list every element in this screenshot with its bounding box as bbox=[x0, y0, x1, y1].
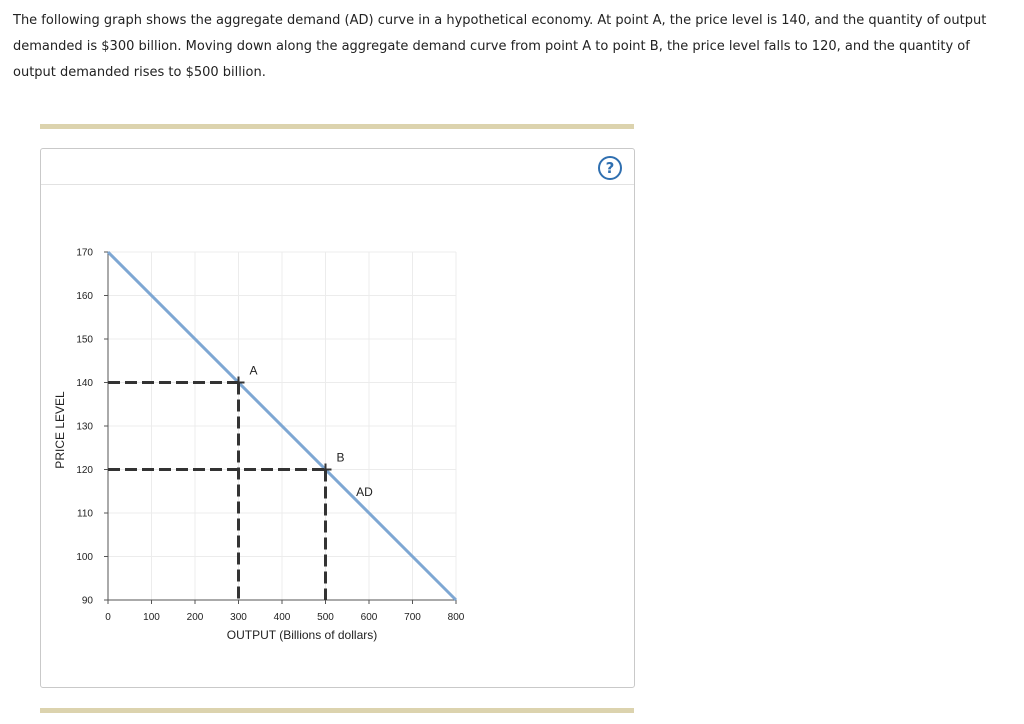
point-a-label: A bbox=[249, 363, 258, 378]
x-tick-label-700: 700 bbox=[404, 612, 421, 623]
y-tick-label-170: 170 bbox=[76, 247, 93, 259]
x-tick-label-600: 600 bbox=[360, 612, 378, 623]
y-tick-label-130: 130 bbox=[76, 421, 93, 433]
x-tick-label-400: 400 bbox=[273, 612, 291, 623]
y-axis-title: PRICE LEVEL bbox=[53, 391, 67, 469]
x-tick-label-800: 800 bbox=[447, 612, 465, 623]
y-tick-label-90: 90 bbox=[81, 595, 93, 607]
x-axis-title: OUTPUT (Billions of dollars) bbox=[226, 628, 378, 642]
x-tick-label-100: 100 bbox=[143, 612, 160, 623]
y-tick-label-100: 100 bbox=[76, 552, 93, 563]
question-text: The following graph shows the aggregate demand (AD) curve in a hypothetical economy. At point A, the price level is 140, and the quantity of output demanded is $300 billion. Moving down along the aggregate demand curve from point A to point B, the price level falls to 120, and the quantity of output demanded rises to $500 billion. bbox=[13, 13, 987, 80]
x-tick-label-500: 500 bbox=[317, 612, 334, 623]
x-tick-label-0: 0 bbox=[105, 612, 111, 623]
y-tick-label-120: 120 bbox=[76, 465, 93, 476]
y-tick-label-110: 110 bbox=[77, 508, 93, 520]
y-tick-label-150: 150 bbox=[76, 334, 93, 346]
point-b-label: B bbox=[336, 450, 345, 465]
help-icon[interactable]: ? bbox=[598, 156, 622, 180]
ad-curve-label: AD bbox=[356, 485, 373, 500]
y-tick-label-160: 160 bbox=[76, 291, 93, 302]
y-tick-label-140: 140 bbox=[76, 378, 93, 389]
x-tick-label-200: 200 bbox=[186, 612, 204, 623]
x-tick-label-300: 300 bbox=[230, 612, 247, 623]
